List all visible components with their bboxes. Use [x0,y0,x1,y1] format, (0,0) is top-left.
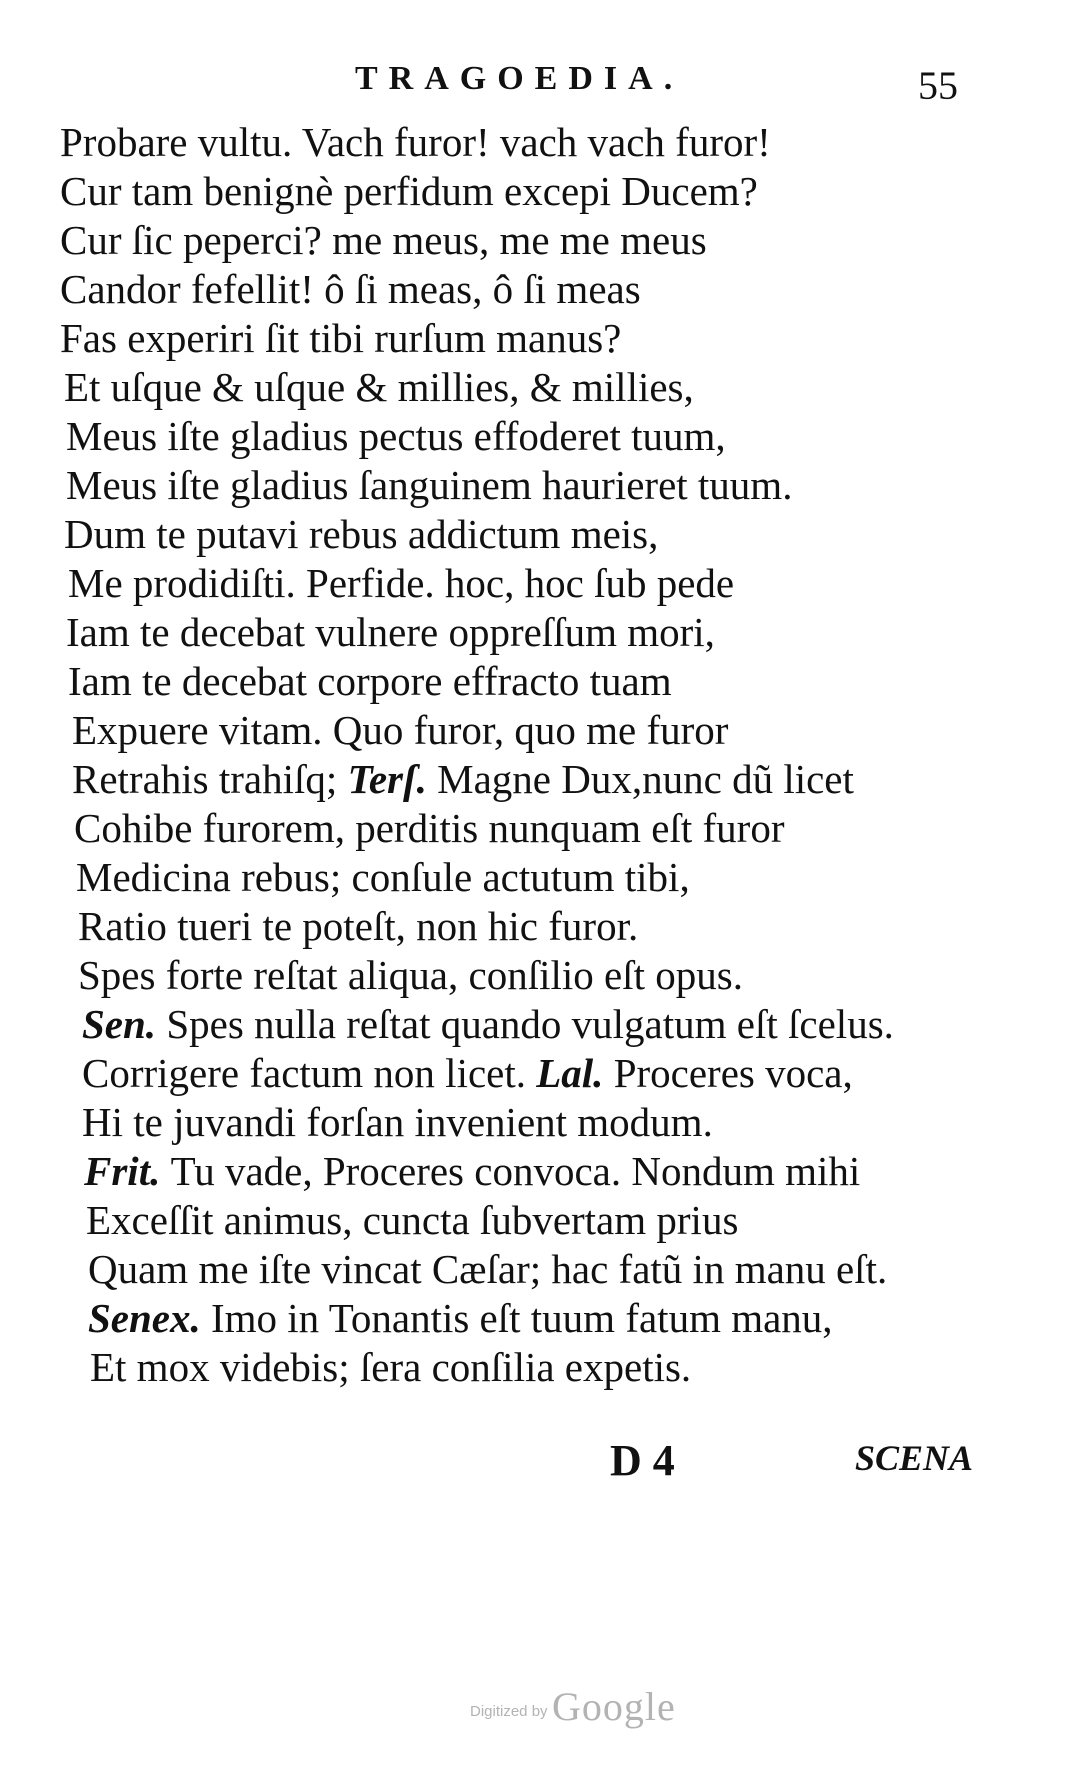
verse-line [60,706,1020,755]
verse-line [60,1049,1020,1098]
verse-line [60,510,1020,559]
verse-line [60,118,1020,167]
signature-mark: D 4 [610,1436,675,1485]
verse-text-segment: Cur ſic peperci? me meus, me me meus [60,217,707,263]
verse-text-segment: Medicina rebus; conſule actutum tibi, [76,854,690,900]
verse-text-segment: Probare vultu. Vach furor! vach vach furor! [60,119,771,165]
verse-text-segment: Me prodidiſti. Perfide. hoc, hoc ſub pede [68,560,735,606]
verse-text-segment: Dum te putavi rebus addictum meis, [64,511,659,557]
verse-text-segment: Fas experiri ſit tibi rurſum manus? [60,315,622,361]
verse-text-segment: Imo in Tonantis eſt tuum fatum manu, [211,1295,833,1341]
verse-text-segment: Magne Dux,nunc dũ licet [437,756,854,802]
verse-line [60,657,1020,706]
verse-line [60,608,1020,657]
page-footer [0,1435,1070,1495]
verse-line [60,1000,1020,1049]
verse-line [60,314,1020,363]
verse-text-segment: Et mox videbis; ſera conſilia expetis. [90,1344,692,1390]
verse-text-segment: Quam me iſte vincat Cæſar; hac fatũ in manu eſt. [88,1246,888,1292]
verse-text-segment: Tu vade, Proceres convoca. Nondum mihi [170,1148,861,1194]
verse-text-segment: Expuere vitam. Quo furor, quo me furor [72,707,729,753]
verse-line [60,755,1020,804]
watermark-prefix: Digitized by [470,1703,548,1720]
speaker-label: Terſ. [337,756,438,802]
verse-text-segment: Exceſſit animus, cuncta ſubvertam prius [86,1197,739,1243]
verse-text-segment: Ratio tueri te poteſt, non hic furor. [78,903,639,949]
verse-line [60,559,1020,608]
page-header [0,60,1070,110]
verse-line [60,853,1020,902]
speaker-label: Frit. [84,1148,171,1194]
verse-line [60,167,1020,216]
page-number: 55 [918,63,958,108]
verse-line [60,902,1020,951]
speaker-label: Lal. [526,1050,614,1096]
verse-line [60,804,1020,853]
verse-text-segment: Meus iſte gladius pectus effoderet tuum, [66,413,726,459]
verse-line [60,1343,1020,1392]
verse-text-segment: Meus iſte gladius ſanguinem haurieret tuum. [66,462,793,508]
verse-line [60,363,1020,412]
verse-line [60,265,1020,314]
verse-text-segment: Corrigere factum non licet. [82,1050,526,1096]
speaker-label: Sen. [82,1001,167,1047]
verse-line [60,1245,1020,1294]
verse-line [60,412,1020,461]
verse-text-segment: Et uſque & uſque & millies, & millies, [64,364,694,410]
digitization-watermark [470,1683,676,1730]
verse-line [60,1147,1020,1196]
verse-text-segment: Retrahis trahiſq; [72,756,338,802]
verse-line [60,216,1020,265]
speaker-label: Senex. [88,1295,211,1341]
google-logo: Google [552,1684,676,1729]
catchword: SCENA [855,1438,974,1478]
running-title: TRAGOEDIA. [355,60,684,97]
verse-text-segment: Hi te juvandi forſan invenient modum. [82,1099,713,1145]
verse-text-segment: Cohibe furorem, perditis nunquam eſt furor [74,805,785,851]
verse-text-segment: Iam te decebat vulnere oppreſſum mori, [66,609,715,655]
verse-text [60,118,1020,1392]
verse-text-segment: Spes forte reſtat aliqua, conſilio eſt opus. [78,952,743,998]
verse-text-segment: Iam te decebat corpore effracto tuam [68,658,672,704]
verse-line [60,1098,1020,1147]
verse-line [60,1294,1020,1343]
verse-line [60,1196,1020,1245]
verse-line [60,951,1020,1000]
verse-text-segment: Candor fefellit! ô ſi meas, ô ſi meas [60,266,641,312]
verse-text-segment: Proceres voca, [613,1050,853,1096]
verse-line [60,461,1020,510]
verse-text-segment: Spes nulla reſtat quando vulgatum eſt ſcelus. [166,1001,894,1047]
verse-text-segment: Cur tam benignè perfidum excepi Ducem? [60,168,758,214]
